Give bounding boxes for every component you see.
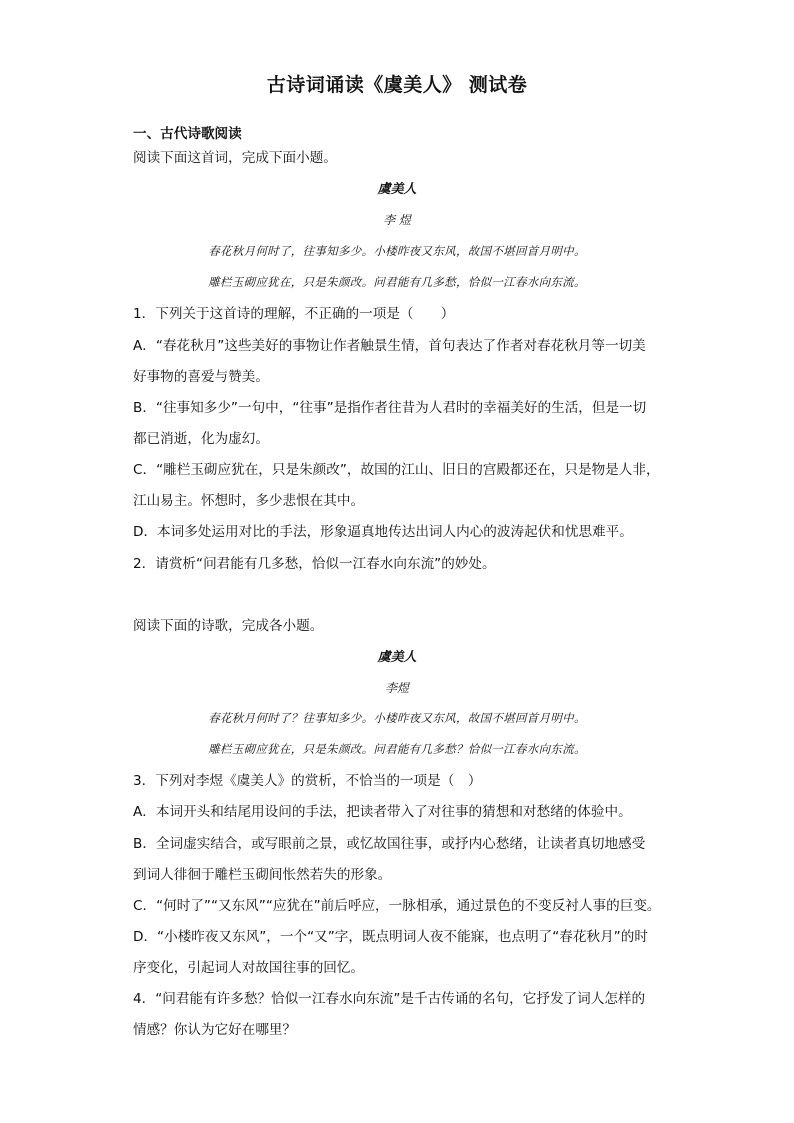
poem-line: 春花秋月何时了，往事知多少。小楼昨夜又东风，故国不堪回首月明中。 — [208, 244, 586, 258]
question-stem: 4．“问君能有许多愁？恰似一江春水向东流”是千古传诵的名句，它抒发了词人怎样的 — [133, 991, 646, 1007]
poem-title-2: 虞美人 — [377, 650, 417, 665]
answer-option-line: 序变化，引起词人对故国往事的回忆。 — [133, 960, 365, 976]
answer-option-line: 都已消逝，化为虚幻。 — [133, 431, 269, 447]
poem-title-1: 虞美人 — [377, 182, 417, 197]
answer-option-line: 江山易主。怀想时，多少悲恨在其中。 — [133, 493, 365, 509]
question-stem: 3．下列对李煜《虞美人》的赏析，不恰当的一项是（ ） — [133, 773, 482, 789]
question-stem: 情感？你认为它好在哪里？ — [133, 1022, 297, 1038]
answer-option-line: D．“小楼昨夜又东风”，一个“又”字，既点明词人夜不能寐，也点明了“春花秋月”的时 — [133, 929, 648, 945]
poem-author-1: 李 煜 — [383, 213, 411, 227]
reading-instruction-2: 阅读下面的诗歌，完成各小题。 — [133, 618, 324, 634]
reading-instruction-1: 阅读下面这首词，完成下面小题。 — [133, 150, 337, 166]
poem-line: 雕栏玉砌应犹在，只是朱颜改。问君能有几多愁，恰似一江春水向东流。 — [208, 275, 586, 289]
question-stem: 2．请赏析“问君能有几多愁，恰似一江春水向东流”的妙处。 — [133, 556, 496, 572]
answer-option-line: A．本词开头和结尾用设问的手法，把读者带入了对往事的猜想和对愁绪的体验中。 — [133, 804, 632, 820]
answer-option-line: 到词人徘徊于雕栏玉砌间怅然若失的形象。 — [133, 867, 392, 883]
answer-option-line: B．全词虚实结合，或写眼前之景，或忆故国往事，或抒内心愁绪，让读者真切地感受 — [133, 836, 646, 852]
answer-option-line: C．“雕栏玉砌应犹在，只是朱颜改”，故国的江山、旧日的宫殿都还在，只是物是人非， — [133, 462, 660, 478]
section-heading: 一、古代诗歌阅读 — [133, 126, 242, 142]
poem-line: 春花秋月何时了？往事知多少。小楼昨夜又东风，故国不堪回首月明中。 — [208, 711, 586, 725]
page-title: 古诗词诵读《虞美人》 测试卷 — [266, 74, 528, 96]
answer-option-line: B．“往事知多少”一句中，“往事”是指作者往昔为人君时的幸福美好的生活，但是一切 — [133, 400, 647, 416]
answer-option-line: C．“何时了”“又东风”“应犹在”前后呼应，一脉相承，通过景色的不变反衬人事的巨变。 — [133, 898, 661, 914]
answer-option-line: A．“春花秋月”这些美好的事物让作者触景生情，首句表达了作者对春花秋月等一切美 — [133, 338, 646, 354]
answer-option-line: D．本词多处运用对比的手法，形象逼真地传达出词人内心的波涛起伏和忧思难平。 — [133, 524, 633, 540]
question-stem: 1．下列关于这首诗的理解，不正确的一项是（ ） — [133, 306, 455, 322]
poem-line: 雕栏玉砌应犹在，只是朱颜改。问君能有几多愁？恰似一江春水向东流。 — [208, 742, 586, 756]
answer-option-line: 好事物的喜爱与赞美。 — [133, 369, 269, 385]
poem-author-2: 李煜 — [384, 681, 409, 695]
